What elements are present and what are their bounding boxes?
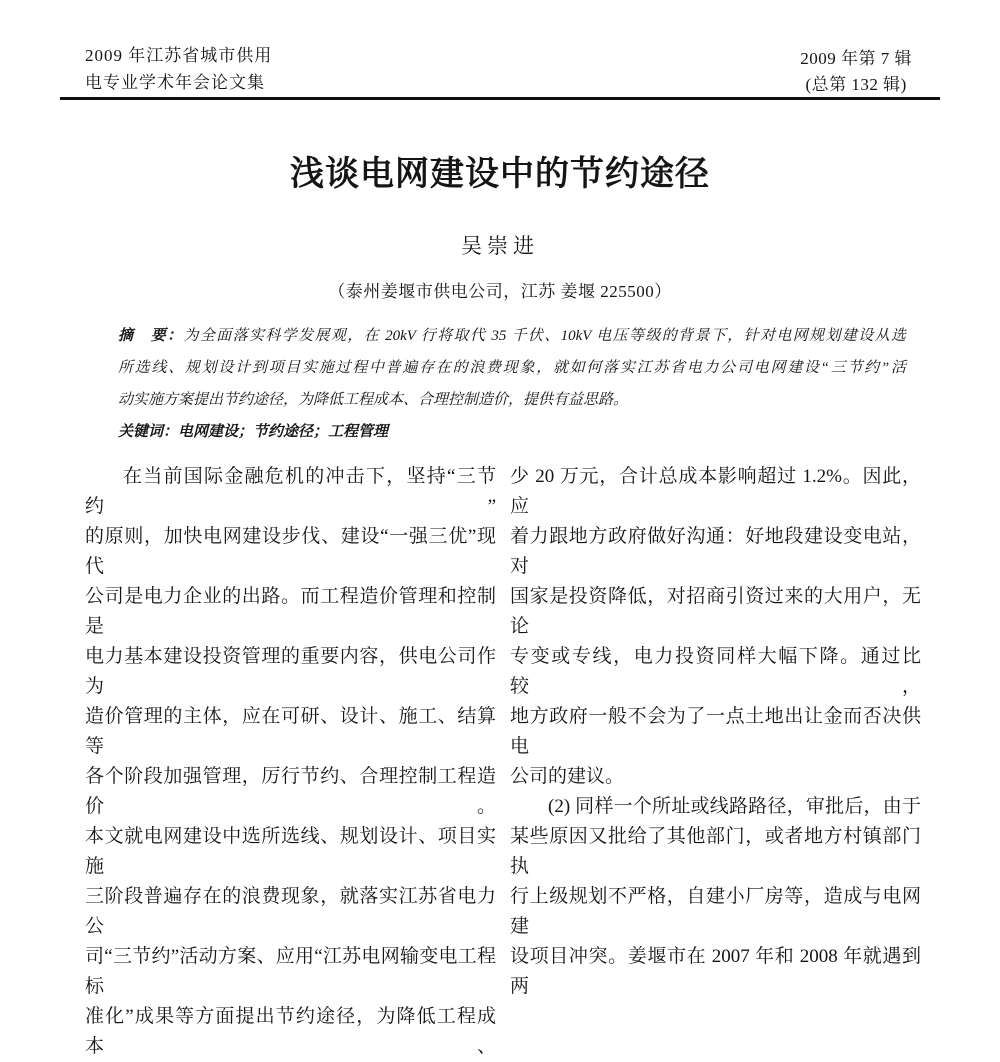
keywords-text: 电网建设；节约途径；工程管理 [178, 424, 389, 440]
body-text-line: 准化”成果等方面提出节约途径，为降低工程成本、 [85, 1006, 496, 1057]
body-text-line: 着力跟地方政府做好沟通：好地段建设变电站，对 [510, 526, 921, 577]
proceedings-title-line1: 2009 年江苏省城市供用 [85, 46, 273, 65]
body-text-line: 专变或专线，电力投资同样大幅下降。通过比较， [510, 646, 921, 697]
cumulative-issue-number: (总第 132 辑) [805, 75, 907, 94]
body-text-line: (2) 同样一个所址或线路路径，审批后，由于 [548, 796, 921, 817]
issue-info [800, 46, 912, 98]
body-text-line: 少 20 万元，合计总成本影响超过 1.2%。因此，应 [510, 466, 921, 517]
proceedings-title-line2: 电专业学术年会论文集 [85, 73, 265, 92]
body-text-line: 行上级规划不严格，自建小厂房等，造成与电网建 [510, 886, 921, 937]
keywords-label: 关键词： [118, 424, 179, 440]
keywords-line [118, 416, 906, 448]
abstract-label: 摘 要： [118, 328, 184, 344]
proceedings-title [85, 42, 272, 96]
abstract-text: 为全面落实科学发展观，在 20kV 行将取代 35 千伏、10kV 电压等级的背景下，针对电网规划建设从选 [183, 328, 906, 344]
body-text-line: 的原则，加快电网建设步伐、建设“一强三优”现代 [85, 526, 496, 577]
body-text-line: 司“三节约”活动方案、应用“江苏电网输变电工程标 [85, 946, 496, 997]
right-column [510, 462, 921, 1062]
body-text-line: 本文就电网建设中选所选线、规划设计、项目实施 [85, 826, 496, 877]
body-text-line: 电力基本建设投资管理的重要内容，供电公司作为 [85, 646, 496, 697]
body-text-line: 国家是投资降低，对招商引资过来的大用户，无论 [510, 586, 921, 637]
body-text-line: 公司的建议。 [510, 766, 625, 787]
author-name: 吴崇进 [461, 234, 539, 258]
body-text-line: 造价管理的主体，应在可研、设计、施工、结算等 [85, 706, 496, 757]
left-column [85, 462, 496, 1062]
body-text-line: 在当前国际金融危机的冲击下，坚持“三节约” [85, 466, 496, 517]
body-columns [85, 462, 921, 1062]
abstract-line: 动实施方案提出节约途径，为降低工程成本、合理控制造价，提供有益思路。 [118, 392, 629, 408]
page-title: 浅谈电网建设中的节约途径 [290, 156, 710, 193]
body-text-line: 地方政府一般不会为了一点土地出让金而否决供电 [510, 706, 921, 757]
body-text-line: 设项目冲突。姜堰市在 2007 年和 2008 年就遇到两 [510, 946, 921, 997]
issue-number: 2009 年第 7 辑 [800, 49, 912, 68]
body-text-line: 某些原因又批给了其他部门，或者地方村镇部门执 [510, 826, 921, 877]
abstract-block [118, 320, 906, 448]
body-text-line: 各个阶段加强管理，厉行节约、合理控制工程造价。 [85, 766, 496, 817]
affiliation: （泰州姜堰市供电公司，江苏 姜堰 225500） [328, 282, 672, 301]
abstract-line: 所选线、规划设计到项目实施过程中普遍存在的浪费现象，就如何落实江苏省电力公司电网建设“三节约”活 [118, 360, 906, 376]
header-rule [60, 97, 940, 100]
body-text-line: 三阶段普遍存在的浪费现象，就落实江苏省电力公 [85, 886, 496, 937]
abstract-line [118, 320, 906, 352]
body-text-line: 公司是电力企业的出路。而工程造价管理和控制是 [85, 586, 496, 637]
